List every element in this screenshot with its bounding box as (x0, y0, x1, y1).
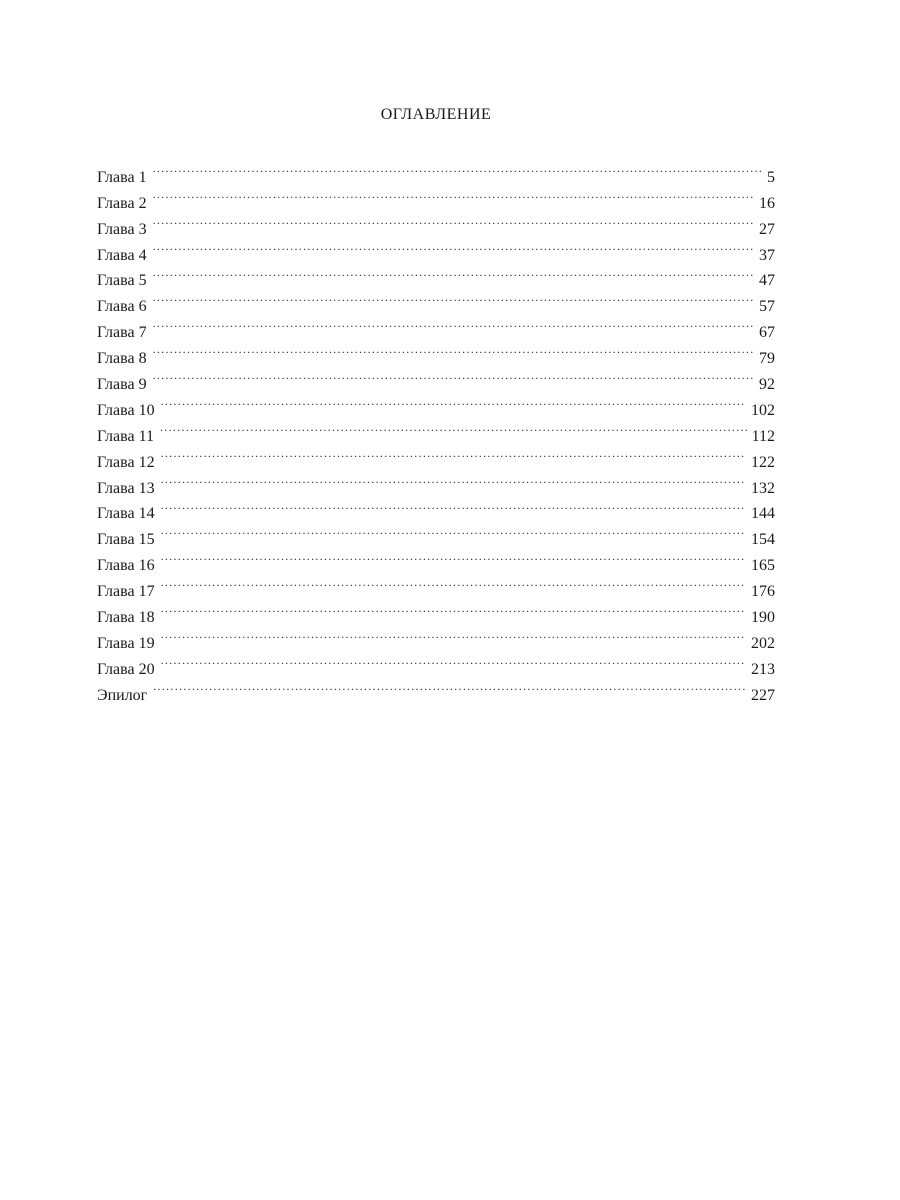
toc-entry-label: Глава 14 (97, 505, 155, 523)
toc-dot-leader (153, 234, 754, 260)
toc-entry (97, 182, 775, 212)
toc-entry-label: Глава 3 (97, 220, 147, 238)
toc-dot-leader (153, 311, 754, 337)
toc-entry (97, 648, 775, 678)
toc-dot-leader (161, 467, 746, 493)
toc-entry-page: 190 (751, 609, 775, 627)
toc-entry-label: Глава 19 (97, 634, 155, 652)
toc-dot-leader (153, 337, 754, 363)
toc-entry-page: 79 (759, 350, 775, 368)
toc-dot-leader (161, 570, 746, 596)
toc-title: ОГЛАВЛЕНИЕ (380, 106, 492, 123)
toc-dot-leader (161, 441, 746, 467)
toc-entry-page: 27 (759, 220, 775, 238)
toc-entry-label: Глава 16 (97, 557, 155, 575)
toc-list (97, 156, 775, 704)
toc-entry (97, 570, 775, 601)
toc-entry-page: 144 (751, 505, 775, 523)
toc-entry-page: 92 (759, 376, 775, 394)
toc-entry (97, 518, 775, 549)
toc-entry (97, 156, 775, 186)
toc-dot-leader (161, 518, 746, 544)
toc-entry (97, 337, 775, 368)
toc-entry-page: 165 (751, 557, 775, 575)
toc-entry-label: Глава 9 (97, 376, 147, 394)
toc-dot-leader (153, 260, 754, 286)
toc-dot-leader (161, 622, 746, 648)
toc-entry (97, 389, 775, 419)
toc-dot-leader (161, 648, 746, 674)
toc-entry-label: Глава 12 (97, 453, 155, 471)
toc-dot-leader (153, 363, 754, 389)
toc-entry-label: Глава 15 (97, 531, 155, 549)
toc-dot-leader (161, 544, 746, 570)
toc-dot-leader (160, 415, 747, 441)
toc-entry-page: 67 (759, 324, 775, 342)
toc-entry-label: Глава 8 (97, 350, 147, 368)
toc-entry-label: Глава 20 (97, 660, 155, 678)
toc-entry-page: 227 (751, 686, 775, 704)
toc-entry (97, 622, 775, 652)
toc-dot-leader (161, 493, 746, 519)
toc-entry-page: 112 (751, 427, 775, 445)
toc-entry-page: 202 (751, 634, 775, 652)
toc-entry (97, 596, 775, 627)
toc-entry-label: Глава 13 (97, 479, 155, 497)
toc-entry-page: 57 (759, 298, 775, 316)
toc-entry-page: 5 (767, 168, 775, 186)
toc-entry-label: Глава 1 (97, 168, 147, 186)
toc-entry-label: Глава 4 (97, 246, 147, 264)
toc-entry (97, 208, 775, 238)
toc-entry-page: 176 (751, 583, 775, 601)
toc-entry-label: Глава 6 (97, 298, 147, 316)
toc-entry (97, 311, 775, 342)
toc-entry (97, 260, 775, 290)
toc-entry-label: Глава 5 (97, 272, 147, 290)
toc-entry-page: 47 (759, 272, 775, 290)
toc-entry-label: Эпилог (97, 686, 148, 704)
toc-dot-leader (153, 156, 762, 182)
toc-entry-label: Глава 7 (97, 324, 147, 342)
toc-dot-leader (153, 285, 754, 311)
toc-entry-page: 213 (751, 660, 775, 678)
toc-dot-leader (153, 208, 754, 234)
toc-entry (97, 441, 775, 471)
toc-entry (97, 363, 775, 394)
toc-entry-page: 37 (759, 246, 775, 264)
toc-entry-label: Глава 17 (97, 583, 155, 601)
toc-dot-leader (161, 389, 746, 415)
toc-entry (97, 674, 775, 704)
toc-entry (97, 544, 775, 575)
toc-entry (97, 467, 775, 497)
toc-entry-page: 132 (751, 479, 775, 497)
toc-dot-leader (161, 596, 746, 622)
toc-entry (97, 493, 775, 523)
toc-dot-leader (153, 182, 754, 208)
toc-entry-page: 102 (751, 401, 775, 419)
toc-entry-page: 122 (751, 453, 775, 471)
toc-entry-label: Глава 18 (97, 609, 155, 627)
toc-entry-label: Глава 2 (97, 194, 147, 212)
toc-entry (97, 285, 775, 316)
toc-dot-leader (153, 674, 746, 700)
toc-entry-page: 154 (751, 531, 775, 549)
toc-entry-label: Глава 11 (97, 427, 154, 445)
toc-entry (97, 415, 775, 445)
toc-entry-label: Глава 10 (97, 401, 155, 419)
toc-entry-page: 16 (759, 194, 775, 212)
toc-entry (97, 234, 775, 264)
